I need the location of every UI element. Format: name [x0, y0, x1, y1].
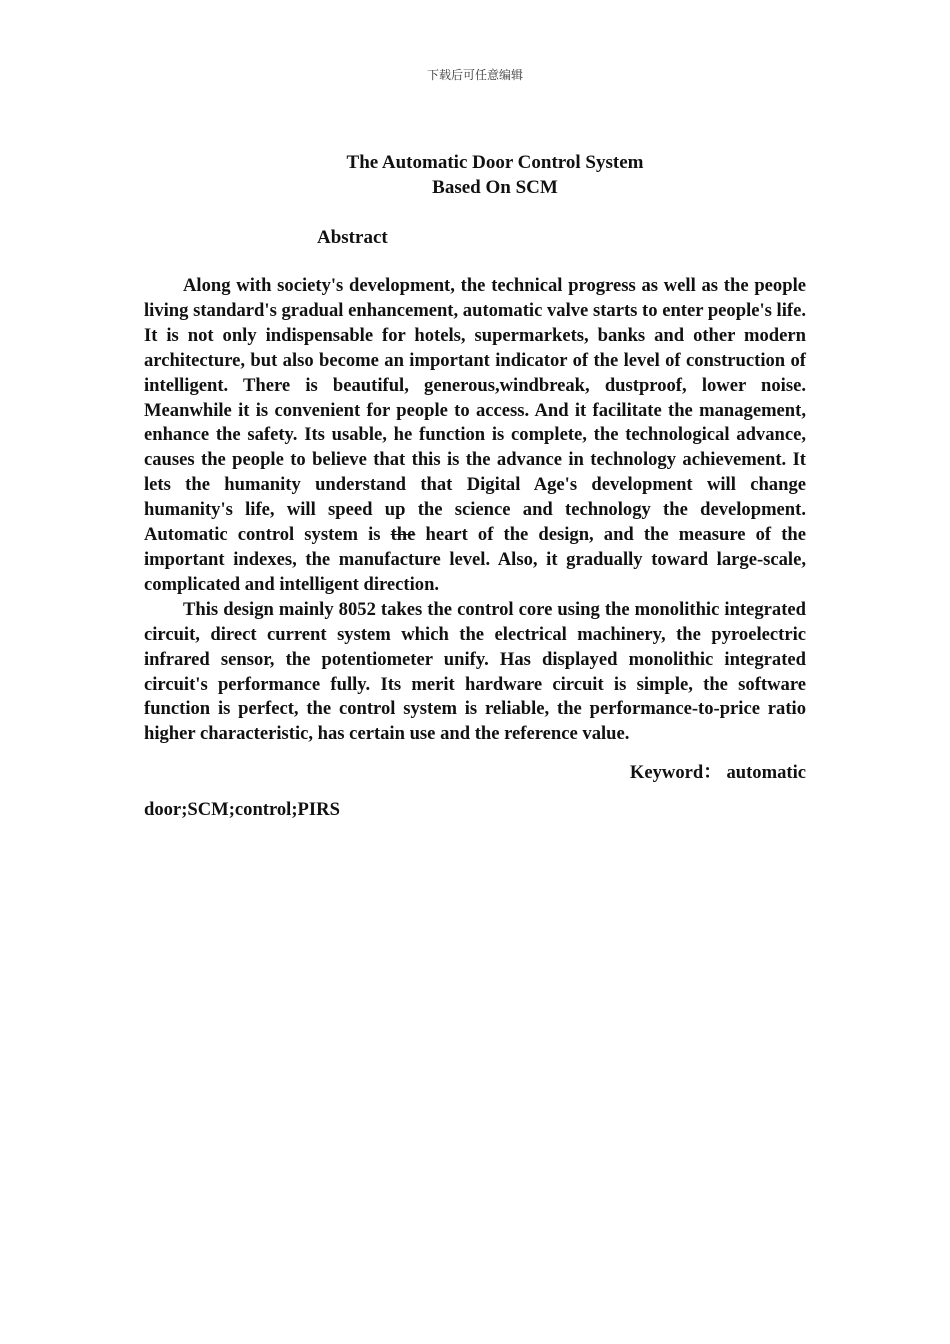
abstract-heading: Abstract [317, 227, 388, 248]
paragraph-1-text-b: heart of the design, and the measure of the important indexes, the manufacture level. Also, it gradually toward large-scale, complicated and intelligent direction. [144, 524, 806, 595]
abstract-paragraph-2: This design mainly 8052 takes the control core using the monolithic integrated circuit, direct current system which the electrical machinery, the pyroelectric infrared sensor, the potentiometer unify. Has displayed monolithic integrated circuit's performance fully. Its merit hardware circuit is simple, the software function is perfect, the control system is reliable, the performance-to-price ratio higher characteristic, has certain use and the reference value. [144, 598, 806, 745]
paragraph-1-text-a: Along with society's development, the technical progress as well as the people living standard's gradual enhancement, automatic valve starts to enter people's life. It is not only indispensable for hotels, supermarkets, banks and other modern architecture, but also become an important indicator of the level of construction of intelligent. There is beautiful, generous,windbreak, dustproof, lower noise. Meanwhile it is convenient for people to access. And it facilitate the management, enhance the safety. Its usable, he function is complete, the technological advance, causes the people to believe that this is the advance in technology achievement. It lets the humanity understand that Digital Age's development will change humanity's life, will speed up the science and technology the development. Automatic control system is [144, 275, 806, 546]
document-title [0, 150, 950, 200]
title-line-2: Based On SCM [432, 177, 558, 198]
struck-word: the [390, 524, 416, 546]
abstract-body [144, 274, 806, 747]
page-header-note: 下载后可任意编辑 [426, 68, 523, 82]
keyword-list: door;SCM;control;PIRS [144, 799, 340, 820]
keyword-label: Keyword： automatic [629, 762, 806, 783]
abstract-paragraph-1 [144, 274, 806, 598]
title-line-1: The Automatic Door Control System [346, 152, 644, 173]
